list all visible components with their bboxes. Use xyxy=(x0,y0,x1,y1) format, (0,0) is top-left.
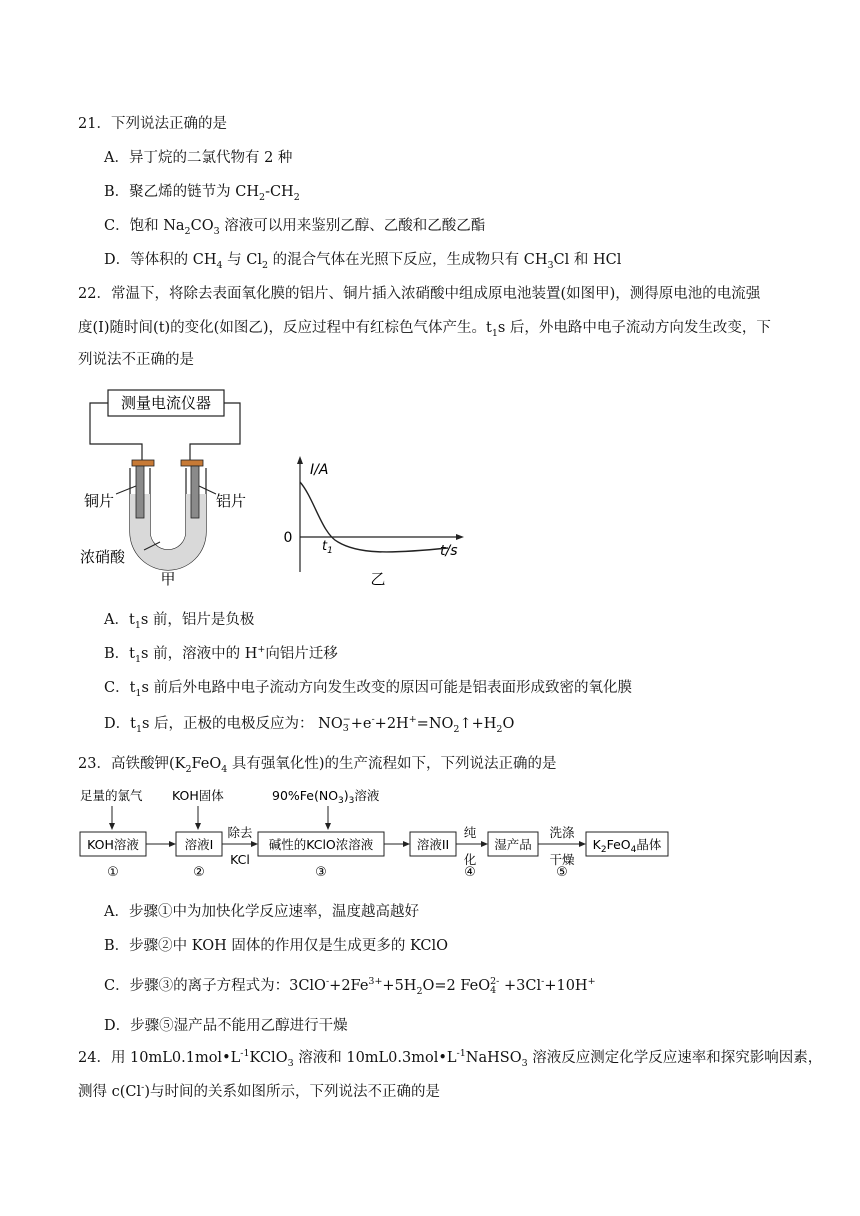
q23-stem: 23．高铁酸钾($K_2FeO_4$ 具有强氧化性)的生产流程如下，下列说法正确的是 xyxy=(78,756,557,775)
svg-text:湿产品: 湿产品 xyxy=(494,837,532,852)
q23-option-d: D．步骤⑤湿产品不能用乙醇进行干燥 xyxy=(104,1018,348,1034)
svg-text:溶液II: 溶液II xyxy=(416,837,450,852)
x-axis-label: t/s xyxy=(440,543,458,559)
svg-text:③: ③ xyxy=(315,865,327,880)
svg-text:④: ④ xyxy=(464,865,476,880)
svg-text:溶液I: 溶液I xyxy=(184,837,214,852)
svg-text:KOH溶液: KOH溶液 xyxy=(87,837,139,852)
y-axis-arrow xyxy=(297,456,303,464)
copper-label: 铜片 xyxy=(84,492,115,510)
origin-label: 0 xyxy=(283,530,293,546)
q22-stem-line1: 22．常温下，将除去表面氧化膜的铝片、铜片插入浓硝酸中组成原电池装置(如图甲)，测得原电池的电流强 xyxy=(78,286,761,302)
x-axis-arrow xyxy=(456,534,464,540)
svg-text:⑤: ⑤ xyxy=(556,865,568,880)
svg-text:K2FeO4晶体: $K_2FeO_4$晶体 xyxy=(592,837,662,855)
stopper-right xyxy=(181,460,203,466)
q22-option-a: A．$t_1s$ 前，铝片是负极 xyxy=(104,612,255,631)
figure-a-label: 甲 xyxy=(160,570,176,588)
arrow-kcl-label: KCl xyxy=(230,852,250,867)
q22-figure xyxy=(78,382,478,592)
q21-stem: 21．下列说法正确的是 xyxy=(78,116,227,132)
arrow-remove-label: 除去 xyxy=(227,825,253,840)
q22-stem-line3: 列说法不正确的是 xyxy=(78,352,194,368)
q24-stem-line1: 24．用 $10mL0.1mol•L^{-1}KClO_3$ 溶液和 $10mL0.3mol•L^{-1}NaHSO_3$ 溶液反应测定化学反应速率和探究影响因素， xyxy=(78,1048,823,1069)
aluminum-pointer xyxy=(199,486,216,494)
input-chlorine: 足量的氯气 xyxy=(80,788,143,803)
q21-option-a: A．异丁烷的二氯代物有 2 种 xyxy=(104,150,293,166)
svg-text:碱性的KClO浓溶液: 碱性的KClO浓溶液 xyxy=(268,837,374,852)
input-ferric-nitrate: $90\%Fe(NO_3)_3$溶液 xyxy=(272,788,380,806)
q21-option-b: B．聚乙烯的链节为 $CH_2-CH_2$ xyxy=(104,184,300,203)
copper-pointer xyxy=(116,486,136,494)
copper-electrode xyxy=(136,466,144,518)
q24-stem-line2: 测得 c(Cl-)与时间的关系如图所示，下列说法不正确的是 xyxy=(78,1082,440,1100)
svg-text:①: ① xyxy=(107,865,119,880)
q21-option-d: D．等体积的 $CH_4$ 与 $Cl_2$ 的混合气体在光照下反应，生成物只有 $CH_3Cl$ 和 HCl xyxy=(104,252,622,271)
stopper-left xyxy=(132,460,154,466)
y-axis-label: I/A xyxy=(310,462,329,478)
svg-text:②: ② xyxy=(193,865,205,880)
q22-stem-line2: 度(I)随时间(t)的变化(如图乙)，反应过程中有红棕色气体产生。$t_1s$ 后，外电路中电子流动方向发生改变，下 xyxy=(78,320,771,339)
q22-option-c: C．$t_1s$ 前后外电路中电子流动方向发生改变的原因可能是铝表面形成致密的氧化膜 xyxy=(104,680,633,699)
t1-label: $t_1$ xyxy=(322,539,333,556)
q23-option-b: B．步骤②中 KOH 固体的作用仅是生成更多的 KClO xyxy=(104,938,449,954)
q22-option-b: B．$t_1s$ 前，溶液中的 H+向铝片迁移 xyxy=(104,644,338,665)
q23-option-a: A．步骤①中为加快化学反应速率，温度越高越好 xyxy=(104,904,419,920)
svg-text:纯: 纯 xyxy=(463,825,477,840)
q21-option-c: C．饱和 $Na_2CO_3$ 溶液可以用来鉴别乙醇、乙酸和乙酸乙酯 xyxy=(104,218,486,237)
aluminum-electrode xyxy=(191,466,199,518)
q23-flowchart xyxy=(78,786,678,882)
svg-text:洗涤: 洗涤 xyxy=(549,825,575,840)
svg-text:化: 化 xyxy=(463,852,477,867)
svg-text:干燥: 干燥 xyxy=(549,852,575,867)
q23-option-c: C．步骤③的离子方程式为：$3ClO^-+2Fe^{3+}+5H_2O=2$ FeO 2- 4 +3Cl-+10H+ xyxy=(104,976,596,997)
figure-b-label: 乙 xyxy=(370,570,386,588)
aluminum-label: 铝片 xyxy=(216,492,247,510)
input-koh-solid: KOH固体 xyxy=(172,788,224,803)
acid-label: 浓硝酸 xyxy=(80,548,126,566)
meter-label: 测量电流仪器 xyxy=(120,394,212,412)
q22-option-d: D．$t_1s$ 后，正极的电极反应为： NO − 3 $+e^-+2H^+=NO_2↑+H_2O$ xyxy=(104,714,515,735)
u-tube-inner xyxy=(150,468,186,550)
